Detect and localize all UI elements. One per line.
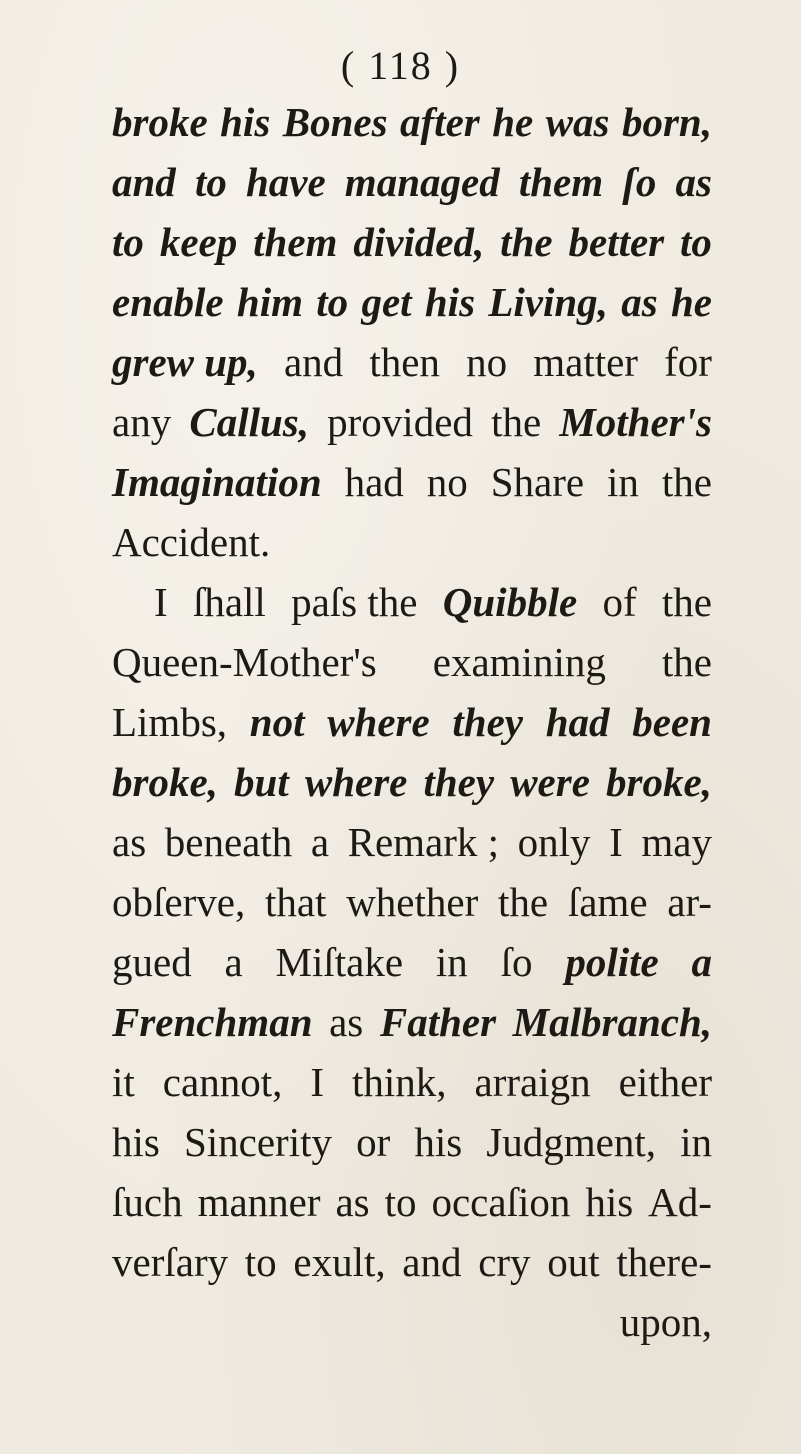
word: then (369, 339, 440, 385)
word: matter (533, 339, 638, 385)
word: it (112, 1059, 135, 1105)
text-line (112, 272, 712, 332)
word: or (356, 1119, 391, 1165)
word: ſhall (192, 579, 266, 625)
word: and (283, 339, 344, 385)
text-line (112, 1292, 712, 1352)
word: cannot, (162, 1059, 283, 1105)
word: there- (616, 1239, 712, 1285)
word: occaſion (431, 1179, 571, 1225)
text-line (112, 692, 712, 752)
word: Father (379, 999, 497, 1045)
word: beneath (164, 819, 293, 865)
word: ſo (622, 159, 657, 205)
word: upon, (619, 1299, 712, 1345)
word: a (224, 939, 243, 985)
word: to (112, 219, 144, 265)
text-line (112, 1112, 712, 1172)
word: arraign (474, 1059, 591, 1105)
word: Queen-Mother's (112, 639, 377, 685)
word: them (253, 219, 338, 265)
word: exult, (293, 1239, 386, 1285)
word: his (585, 1179, 634, 1225)
body-text (112, 92, 712, 1352)
word: him (236, 279, 303, 325)
word: a (691, 939, 712, 985)
word: Limbs, (112, 699, 228, 745)
word: where (304, 759, 408, 805)
word: managed (344, 159, 500, 205)
word: think, (352, 1059, 447, 1105)
text-line (112, 452, 712, 512)
text-line (112, 992, 712, 1052)
word: only (517, 819, 591, 865)
text-line (112, 332, 712, 392)
word: divided, (353, 219, 485, 265)
word: provided (327, 399, 473, 445)
word: paſs the (291, 579, 418, 625)
word: no (426, 459, 468, 505)
word: enable (112, 279, 224, 325)
word: the (500, 219, 553, 265)
word: no (466, 339, 508, 385)
text-line (112, 872, 712, 932)
word: may (641, 819, 712, 865)
text-line (112, 212, 712, 272)
word: I (609, 819, 623, 865)
word: to (384, 1179, 417, 1225)
word: they (423, 759, 495, 805)
word: the (491, 399, 542, 445)
word: Accident. (112, 519, 271, 565)
word: Share (490, 459, 585, 505)
word: in (607, 459, 639, 505)
word: I (154, 579, 168, 625)
word: manner (197, 1179, 321, 1225)
word: Ad- (648, 1179, 712, 1225)
word: as (335, 1179, 370, 1225)
word: broke, (606, 759, 712, 805)
word: any (112, 399, 172, 445)
word: been (632, 699, 712, 745)
word: in (435, 939, 468, 985)
text-line (112, 512, 712, 572)
word: Miſtake (275, 939, 404, 985)
word: either (618, 1059, 712, 1105)
word: examining (432, 639, 606, 685)
word: better (568, 219, 665, 265)
word: his (112, 1119, 160, 1165)
word: polite (565, 939, 659, 985)
word: born, (621, 99, 712, 145)
word: Imagination (112, 459, 322, 505)
word: as (329, 999, 364, 1045)
word: and (112, 159, 176, 205)
word: gued (112, 939, 192, 985)
word: I (310, 1059, 324, 1105)
text-line (112, 1232, 712, 1292)
word: a (310, 819, 330, 865)
word: had (545, 699, 610, 745)
word: the (498, 879, 549, 925)
word: for (664, 339, 712, 385)
word: Frenchman (112, 999, 313, 1045)
word: broke, (112, 759, 218, 805)
word: as (621, 279, 658, 325)
word: and (402, 1239, 462, 1285)
word: ſame (567, 879, 648, 925)
word: that (264, 879, 327, 925)
word: was (545, 99, 610, 145)
text-line (112, 632, 712, 692)
word: but (234, 759, 289, 805)
word: to (194, 159, 227, 205)
text-line (112, 1052, 712, 1112)
word: grew up, (112, 339, 258, 385)
word: to (680, 219, 712, 265)
word: Living, (488, 279, 608, 325)
word: he (670, 279, 712, 325)
word: to (244, 1239, 277, 1285)
word: as (112, 819, 147, 865)
word: obſerve, (112, 879, 246, 925)
word: his (414, 1119, 463, 1165)
word: of (602, 579, 637, 625)
word: get (361, 279, 412, 325)
text-line (112, 812, 712, 872)
word: where (327, 699, 430, 745)
word: broke (112, 99, 208, 145)
word: Sincerity (183, 1119, 332, 1165)
word: the (661, 459, 712, 505)
word: Callus, (189, 399, 309, 445)
page-number: ( 118 ) (340, 43, 461, 88)
word: as (675, 159, 712, 205)
word: the (661, 579, 712, 625)
word: not (249, 699, 305, 745)
word: after (400, 99, 480, 145)
word: whether (346, 879, 479, 925)
word: Bones (282, 99, 388, 145)
word: ſo (500, 939, 533, 985)
word: have (245, 159, 326, 205)
word: out (547, 1239, 600, 1285)
word: cry (478, 1239, 531, 1285)
word: Remark ; (347, 819, 500, 865)
word: them (518, 159, 604, 205)
text-line (112, 572, 712, 632)
word: keep (159, 219, 238, 265)
word: his (220, 99, 271, 145)
text-line (112, 392, 712, 452)
text-line (112, 152, 712, 212)
word: his (424, 279, 476, 325)
text-line (112, 92, 712, 152)
word: verſary (112, 1239, 229, 1285)
word: Malbranch, (512, 999, 712, 1045)
text-line (112, 1172, 712, 1232)
word: had (344, 459, 404, 505)
word: Judgment, (486, 1119, 656, 1165)
word: ſuch (112, 1179, 183, 1225)
word: they (452, 699, 523, 745)
text-line (112, 752, 712, 812)
text-line (112, 932, 712, 992)
word: ar- (667, 879, 712, 925)
word: he (492, 99, 534, 145)
word: the (661, 639, 712, 685)
word: to (316, 279, 349, 325)
word: Mother's (559, 399, 712, 445)
word: in (680, 1119, 712, 1165)
word: Quibble (442, 579, 578, 625)
word: were (510, 759, 590, 805)
